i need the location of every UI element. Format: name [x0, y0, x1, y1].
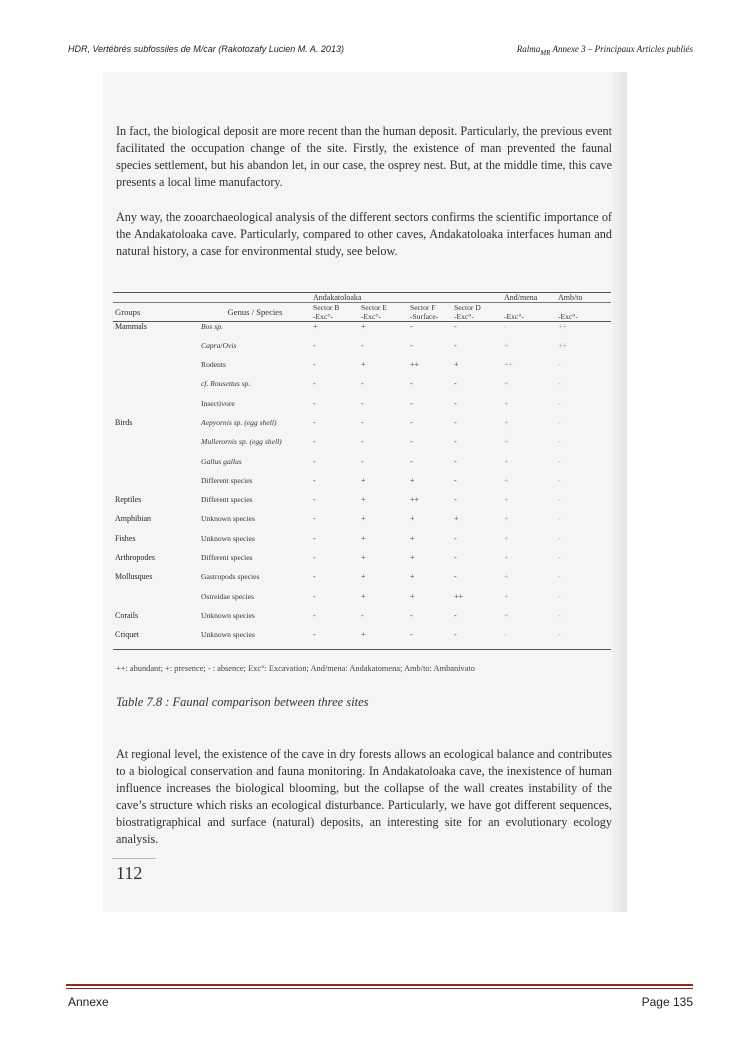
- presence-cell: +: [361, 495, 366, 505]
- presence-cell: -: [313, 475, 316, 485]
- footer-page-number: Page 135: [641, 995, 693, 1009]
- presence-cell: +: [504, 437, 509, 447]
- paragraph-3: At regional level, the existence of the cave in dry forests allows an ecological balance and contributes to a biological conservation and fauna monitoring. In Andakatoloaka cave, the inexistence of human influence increases the biological blooming, but the collapse of the wall creates instability of the cave’s structure which risks an ecological disturbance. Particularly, we have got different sequences, biostratigraphical and surface (natural) deposits, an interesting site for an evolutionary ecology analysis.: [116, 747, 612, 846]
- presence-cell: +: [504, 514, 509, 524]
- presence-cell: -: [454, 398, 457, 408]
- table-row: [113, 360, 611, 379]
- table-row: [113, 418, 611, 437]
- presence-cell: -: [454, 495, 457, 505]
- row-species: Bos sp.: [201, 322, 223, 331]
- presence-cell: -: [313, 417, 316, 427]
- presence-cell: -: [558, 630, 561, 640]
- table-row: [113, 457, 611, 476]
- row-species: Unknown species: [201, 533, 255, 543]
- footer-rule: [66, 984, 693, 986]
- sector-header: Sector F -Surface-: [410, 303, 439, 321]
- sector-header: Sector E -Exc°-: [361, 303, 387, 321]
- presence-cell: +: [410, 533, 415, 543]
- presence-cell: -: [454, 322, 457, 331]
- presence-cell: +: [361, 591, 366, 601]
- presence-cell: +: [504, 475, 509, 485]
- presence-cell: -: [454, 553, 457, 563]
- table-caption: Table 7.8 : Faunal comparison between three sites: [116, 695, 369, 709]
- row-species: Different species: [201, 495, 253, 505]
- presence-cell: ++: [558, 322, 568, 331]
- row-species: Unknown species: [201, 630, 255, 640]
- table-row: [113, 495, 611, 514]
- presence-cell: +: [410, 553, 415, 563]
- presence-cell: -: [313, 360, 316, 370]
- page-number-rule: [112, 858, 156, 859]
- table-row: [113, 630, 611, 649]
- presence-cell: +: [504, 495, 509, 505]
- site-header-andmena: And/mena: [504, 293, 538, 302]
- presence-cell: -: [410, 456, 413, 466]
- presence-cell: +: [410, 572, 415, 582]
- table-row: [113, 379, 611, 398]
- table-row: [113, 476, 611, 495]
- row-species: Unknown species: [201, 514, 255, 524]
- presence-cell: -: [558, 417, 561, 427]
- presence-cell: -: [454, 572, 457, 582]
- presence-cell: -: [558, 610, 561, 620]
- row-species: Aepyornis sp. (egg shell): [201, 417, 277, 427]
- presence-cell: +: [504, 610, 509, 620]
- table-row: [113, 534, 611, 553]
- presence-cell: -: [361, 456, 364, 466]
- presence-cell: -: [361, 340, 364, 350]
- presence-cell: +: [313, 322, 318, 331]
- presence-cell: -: [558, 495, 561, 505]
- presence-cell: -: [313, 630, 316, 640]
- presence-cell: -: [454, 417, 457, 427]
- footer-left: Annexe: [68, 995, 109, 1009]
- column-header-groups: Groups: [115, 307, 141, 317]
- table-body: [113, 322, 611, 650]
- row-group: Amphibian: [115, 514, 151, 524]
- presence-cell: -: [410, 610, 413, 620]
- presence-cell: -: [454, 533, 457, 543]
- row-species: Gallus gallus: [201, 456, 242, 466]
- header-right-main: Ralma: [516, 44, 541, 54]
- presence-cell: +: [361, 360, 366, 370]
- footer-rule: [66, 988, 693, 989]
- row-species: Different species: [201, 475, 253, 485]
- presence-cell: +: [361, 533, 366, 543]
- presence-cell: ++: [558, 340, 568, 350]
- row-group: [113, 592, 199, 611]
- presence-cell: ++: [410, 360, 420, 370]
- presence-cell: -: [410, 437, 413, 447]
- row-species: cf. Rousettus sp.: [201, 379, 251, 389]
- row-species: Rodents: [201, 360, 226, 370]
- presence-cell: -: [454, 610, 457, 620]
- presence-cell: -: [558, 553, 561, 563]
- table-row: [113, 341, 611, 360]
- presence-cell: -: [558, 398, 561, 408]
- presence-cell: -: [454, 379, 457, 389]
- row-group: Fishes: [115, 533, 136, 543]
- row-group: [113, 341, 199, 360]
- presence-cell: +: [410, 514, 415, 524]
- row-group: [113, 379, 199, 398]
- row-group: Mammals: [115, 322, 147, 331]
- presence-cell: +: [504, 398, 509, 408]
- presence-cell: +: [361, 514, 366, 524]
- presence-cell: -: [313, 610, 316, 620]
- table-row: [113, 592, 611, 611]
- row-group: Arthropodes: [115, 553, 155, 563]
- site-header-andakatoloaka: Andakatoloaka: [313, 293, 362, 302]
- presence-cell: +: [361, 475, 366, 485]
- presence-cell: +: [504, 553, 509, 563]
- table-row: [113, 322, 611, 341]
- faunal-comparison-table: [113, 292, 611, 650]
- presence-cell: -: [313, 340, 316, 350]
- presence-cell: -: [410, 630, 413, 640]
- presence-cell: -: [558, 591, 561, 601]
- sector-header: -Exc°-: [504, 312, 524, 321]
- presence-cell: -: [454, 630, 457, 640]
- paragraph-1: In fact, the biological deposit are more recent than the human deposit. Particularly, the previous event facilitated the occupation change of the site. Firstly, the existence of man prevented the faunal species settlement, but his abandon let, in our case, the osprey nest. But, at the middle time, this cave presents a local lime manufactory.: [116, 124, 612, 189]
- presence-cell: -: [313, 398, 316, 408]
- column-header-genus: Genus / Species: [227, 307, 283, 317]
- presence-cell: +: [504, 533, 509, 543]
- presence-cell: -: [558, 437, 561, 447]
- row-species: Different species: [201, 553, 253, 563]
- table-row: [113, 399, 611, 418]
- presence-cell: -: [558, 572, 561, 582]
- presence-cell: -: [313, 533, 316, 543]
- paragraph-2: Any way, the zooarchaeological analysis of the different sectors confirms the scientific importance of the Andakatoloaka cave. Particularly, compared to other caves, Andakatoloaka interfaces human and natural history, a case for environmental study, see below.: [116, 210, 612, 258]
- row-species: Mullerornis sp. (egg shell): [201, 437, 282, 447]
- running-header-left: HDR, Vertébrés subfossiles de M/car (Rakotozafy Lucien M. A. 2013): [68, 44, 344, 54]
- presence-cell: -: [313, 495, 316, 505]
- presence-cell: +: [410, 475, 415, 485]
- presence-cell: -: [361, 379, 364, 389]
- row-group: [113, 437, 199, 456]
- presence-cell: ++: [504, 360, 514, 370]
- row-species: Ostreidae species: [201, 591, 254, 601]
- row-group: [113, 399, 199, 418]
- presence-cell: -: [558, 456, 561, 466]
- header-right-sub: MR: [540, 48, 551, 57]
- presence-cell: +: [361, 322, 366, 331]
- presence-cell: -: [454, 340, 457, 350]
- table-row: [113, 572, 611, 591]
- table-row: [113, 553, 611, 572]
- table-row: [113, 514, 611, 533]
- presence-cell: +: [361, 553, 366, 563]
- presence-cell: -: [361, 417, 364, 427]
- site-header-ambto: Amb/to: [558, 293, 583, 302]
- row-species: Gastropods species: [201, 572, 260, 582]
- presence-cell: -: [558, 360, 561, 370]
- presence-cell: -: [410, 398, 413, 408]
- row-group: Reptiles: [115, 495, 142, 505]
- presence-cell: ++: [410, 495, 420, 505]
- inner-page-number: 112: [116, 863, 143, 883]
- row-group: [113, 476, 199, 495]
- scanned-page-edge: [612, 72, 627, 912]
- presence-cell: -: [558, 533, 561, 543]
- presence-cell: +: [361, 572, 366, 582]
- row-group: Corails: [115, 610, 139, 620]
- presence-cell: -: [558, 475, 561, 485]
- running-header-right: [517, 44, 693, 57]
- presence-cell: -: [504, 322, 507, 331]
- table-row: [113, 611, 611, 630]
- presence-cell: -: [410, 322, 413, 331]
- row-group: Criquet: [115, 630, 139, 640]
- presence-cell: -: [454, 437, 457, 447]
- presence-cell: +: [504, 591, 509, 601]
- presence-cell: +: [504, 456, 509, 466]
- presence-cell: -: [410, 379, 413, 389]
- presence-cell: +: [454, 360, 459, 370]
- presence-cell: +: [504, 340, 509, 350]
- presence-cell: +: [361, 630, 366, 640]
- sector-header: -Exc°-: [558, 312, 578, 321]
- row-species: Insectivore: [201, 398, 235, 408]
- row-group: [113, 360, 199, 379]
- presence-cell: -: [313, 591, 316, 601]
- row-group: Birds: [115, 417, 133, 427]
- presence-cell: -: [313, 553, 316, 563]
- presence-cell: ++: [454, 591, 464, 601]
- presence-cell: -: [558, 379, 561, 389]
- sector-header: Sector D -Exc°-: [454, 303, 481, 321]
- presence-cell: -: [504, 630, 507, 640]
- presence-cell: -: [454, 456, 457, 466]
- header-right-rest: Annexe 3 – Principaux Articles publiés: [550, 44, 693, 54]
- presence-cell: -: [361, 437, 364, 447]
- presence-cell: -: [361, 610, 364, 620]
- presence-cell: +: [410, 591, 415, 601]
- row-species: Capra/Ovis: [201, 340, 237, 350]
- presence-cell: -: [313, 437, 316, 447]
- presence-cell: -: [313, 456, 316, 466]
- presence-cell: -: [313, 514, 316, 524]
- table-legend: ++: abundant; +: presence; - : absence; Exc°: Excavation; And/mena: Andakatomena; Amb/to: Ambanivato: [116, 664, 475, 673]
- sector-header: Sector B -Exc°-: [313, 303, 340, 321]
- row-group: Mollusques: [115, 572, 153, 582]
- row-group: [113, 457, 199, 476]
- presence-cell: -: [410, 340, 413, 350]
- presence-cell: +: [504, 379, 509, 389]
- presence-cell: +: [504, 417, 509, 427]
- presence-cell: -: [313, 572, 316, 582]
- presence-cell: +: [454, 514, 459, 524]
- table-row: [113, 437, 611, 456]
- presence-cell: -: [313, 379, 316, 389]
- row-species: Unknown species: [201, 610, 255, 620]
- presence-cell: -: [410, 417, 413, 427]
- presence-cell: -: [454, 475, 457, 485]
- presence-cell: +: [504, 572, 509, 582]
- presence-cell: -: [558, 514, 561, 524]
- presence-cell: -: [361, 398, 364, 408]
